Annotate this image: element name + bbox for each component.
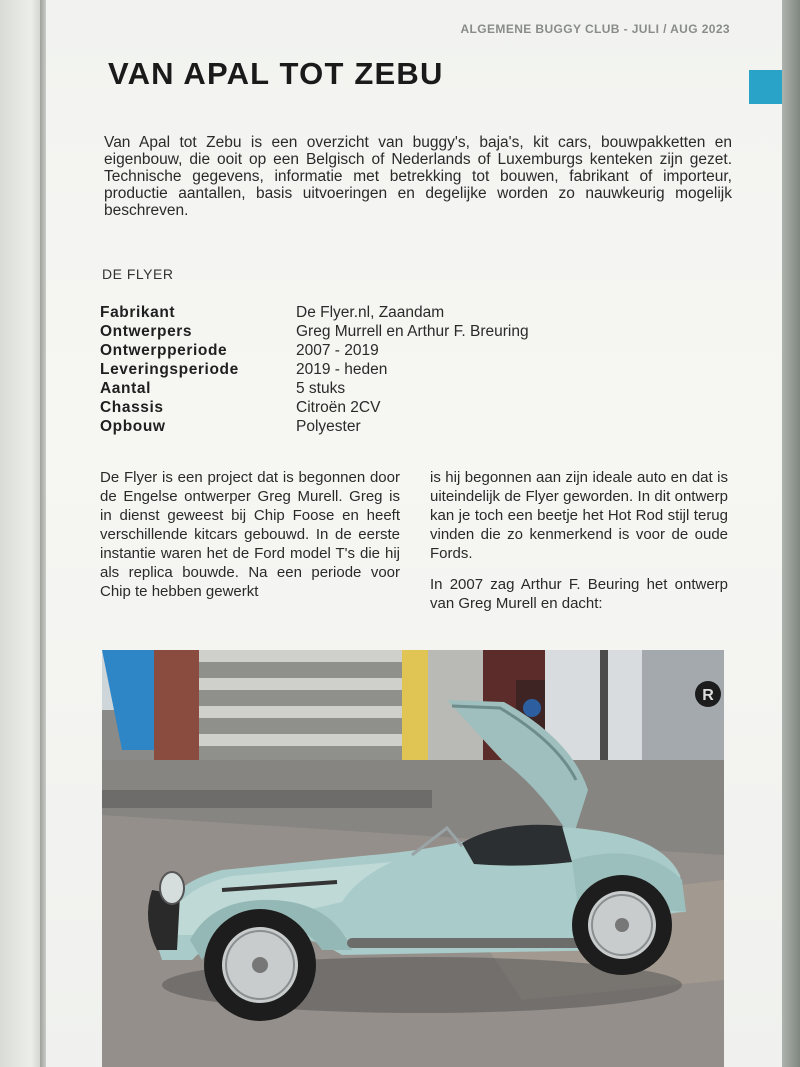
- spec-value: Polyester: [296, 417, 361, 435]
- spec-row: [100, 322, 700, 341]
- spec-label: Ontwerpperiode: [100, 341, 228, 359]
- spec-label: Ontwerpers: [100, 322, 193, 340]
- intro-paragraph: Van Apal tot Zebu is een overzicht van buggy's, baja's, kit cars, bouwpakketten en eigenbouw, die ooit op een Belgisch of Nederlands of Luxemburgs kenteken zijn gezet. Technische gegevens, informatie met betrekking tot bouwen, fabrikant of importeur, productie aantallen, basis uitvoeringen en degelijke worden zo nauwkeurig mogelijk beschreven.: [104, 134, 732, 219]
- article-title: VAN APAL TOT ZEBU: [108, 56, 444, 91]
- section-heading: DE FLYER: [102, 266, 174, 282]
- spec-row: [100, 398, 700, 417]
- spec-row: [100, 341, 700, 360]
- spec-table: [100, 303, 700, 436]
- body-column-left: [100, 468, 400, 613]
- body-paragraph: De Flyer is een project dat is begonnen door de Engelse ontwerper Greg Murell. Greg is in dienst geweest bij Chip Foose en heeft verschillende kitcars gebouwd. In de eerste instantie waren het de Ford model T's die hij als replica bouwde. Na een periode voor Chip te hebben gewerkt: [100, 469, 400, 600]
- spec-value: Citroën 2CV: [296, 398, 381, 416]
- spec-row: [100, 303, 700, 322]
- spec-label: Leveringsperiode: [100, 360, 239, 378]
- left-page-margin-text: [4, 730, 14, 870]
- spec-value: 5 stuks: [296, 379, 346, 397]
- sign-letter: R: [702, 687, 714, 704]
- spec-label: Chassis: [100, 398, 164, 416]
- spec-value: 2007 - 2019: [296, 341, 379, 359]
- car-photo: [102, 650, 724, 1067]
- car-photo-illustration: [102, 650, 724, 1067]
- accent-bar: [749, 70, 782, 104]
- left-page-edge: [0, 0, 44, 1067]
- spec-label: Fabrikant: [100, 303, 176, 321]
- body-paragraph: is hij begonnen aan zijn ideale auto en dat is uiteindelijk de Flyer geworden. In dit ontwerp kan je toch een beetje het Hot Rod stijl terug vinden die zo kenmerkend is voor de oude Fords.: [430, 469, 728, 562]
- spec-label: Aantal: [100, 379, 151, 397]
- spec-row: [100, 417, 700, 436]
- body-paragraph: In 2007 zag Arthur F. Beuring het ontwerp van Greg Murell en dacht:: [430, 576, 728, 612]
- running-header: ALGEMENE BUGGY CLUB - JULI / AUG 2023: [460, 22, 730, 36]
- spec-row: [100, 379, 700, 398]
- magazine-page: [46, 0, 782, 1067]
- spec-label: Opbouw: [100, 417, 166, 435]
- body-column-right: [430, 468, 728, 625]
- spec-value: De Flyer.nl, Zaandam: [296, 303, 445, 321]
- spec-value: 2019 - heden: [296, 360, 388, 378]
- spec-row: [100, 360, 700, 379]
- spec-value: Greg Murrell en Arthur F. Breuring: [296, 322, 529, 340]
